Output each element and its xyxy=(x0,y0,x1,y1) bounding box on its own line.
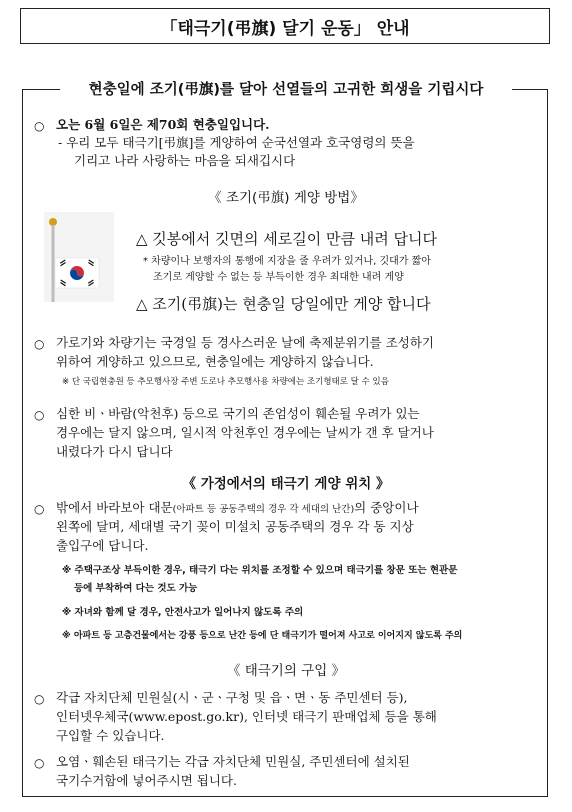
home-note: 등에 부착하여 다는 것도 가능 xyxy=(74,583,198,594)
home-position-text-part: 밖에서 바라보아 대문 xyxy=(56,500,173,515)
method-note: * 차량이나 보행자의 통행에 지장을 줄 우려가 있거나, 깃대가 짧아 xyxy=(143,256,431,267)
street-flag-text: 위하여 게양하고 있으므로, 현충일에는 게양하지 않습니다. xyxy=(56,354,374,369)
intro-detail: 기리고 나라 사랑하는 마음을 되새깁시다 xyxy=(74,153,296,168)
purchase-text: 인터넷우체국(www.epost.go.kr), 인터넷 태극기 판매업체 등을 통해 xyxy=(56,709,437,724)
street-flag-text: 가로기와 차량기는 국경일 등 경사스러운 날에 축제분위기를 조성하기 xyxy=(56,335,434,350)
method-rule-day: △ 조기(弔旗)는 현충일 당일에만 게양 합니다 xyxy=(136,295,431,313)
bullet: ○ xyxy=(34,692,45,706)
method-rule-lower: △ 깃봉에서 깃면의 세로길이 만큼 내려 답니다 xyxy=(136,230,437,248)
frame-top-left xyxy=(22,89,62,90)
purchase-text: 각급 자치단체 민원실(시ㆍ군ㆍ구청 및 읍ㆍ면ㆍ동 주민센터 등), xyxy=(56,690,408,705)
bullet: ○ xyxy=(34,119,45,133)
home-position-aside: (아파트 등 공동주택의 경우 각 세대의 난간) xyxy=(172,504,355,515)
campaign-subtitle: 현충일에 조기(弔旗)를 달아 선열들의 고귀한 희생을 기립시다 xyxy=(60,78,512,99)
home-position-text: 왼쪽에 달며, 세대별 국기 꽂이 미설치 공동주택의 경우 각 동 지상 xyxy=(56,519,414,534)
home-position-text-part: 의 중앙이나 xyxy=(354,500,419,515)
weather-text: 경우에는 달지 않으며, 일시적 악천후인 경우에는 날씨가 갠 후 달거나 xyxy=(56,425,434,440)
bullet: ○ xyxy=(34,756,45,770)
bullet: ○ xyxy=(34,337,45,351)
disposal-text: 오염ㆍ훼손된 태극기는 각급 자치단체 민원실, 주민센터에 설치된 xyxy=(56,754,410,769)
intro-detail: - 우리 모두 태극기[弔旗]를 게양하여 순국선열과 호국영령의 뜻을 xyxy=(58,135,415,150)
page-title: 「태극기(弔旗) 달기 운동」 안내 xyxy=(20,8,550,44)
section-heading-method: 《 조기(弔旗) 게양 방법》 xyxy=(208,190,364,206)
bullet: ○ xyxy=(34,502,45,516)
weather-text: 내렸다가 다시 답니다 xyxy=(56,444,173,459)
home-note: ※ 아파트 등 고층건물에서는 강풍 등으로 난간 등에 단 태극기가 떨어져 사고로 이어지지 않도록 주의 xyxy=(62,631,463,641)
home-position-text: 출입구에 답니다. xyxy=(56,538,149,553)
half-mast-flag-image xyxy=(44,212,114,302)
memorial-day-notice: 오는 6월 6일은 제70회 현충일입니다. xyxy=(56,117,270,132)
disposal-text: 국기수거함에 넣어주시면 됩니다. xyxy=(56,773,237,788)
frame-top-right xyxy=(510,89,548,90)
weather-text: 심한 비ㆍ바람(악천후) 등으로 국기의 존엄성이 훼손될 우려가 있는 xyxy=(56,406,420,421)
home-note: ※ 자녀와 함께 달 경우, 안전사고가 일어나지 않도록 주의 xyxy=(62,607,304,618)
home-position-text xyxy=(56,499,419,519)
street-flag-note: ※ 단 국립현충원 등 추모행사장 주변 도로나 추모행사용 차량에는 조기형태로 달 수 있음 xyxy=(62,377,389,387)
section-heading-purchase: 《 태극기의 구입 》 xyxy=(226,663,346,679)
section-heading-home: 《 가정에서의 태극기 게양 위치 》 xyxy=(182,476,390,492)
purchase-text: 구입할 수 있습니다. xyxy=(56,728,165,743)
method-note: 조기로 게양할 수 없는 등 부득이한 경우 최대한 내려 게양 xyxy=(153,272,404,283)
bullet: ○ xyxy=(34,408,45,422)
home-note: ※ 주택구조상 부득이한 경우, 태극기 다는 위치를 조정할 수 있으며 태극기를 창문 또는 현관문 xyxy=(62,565,458,576)
